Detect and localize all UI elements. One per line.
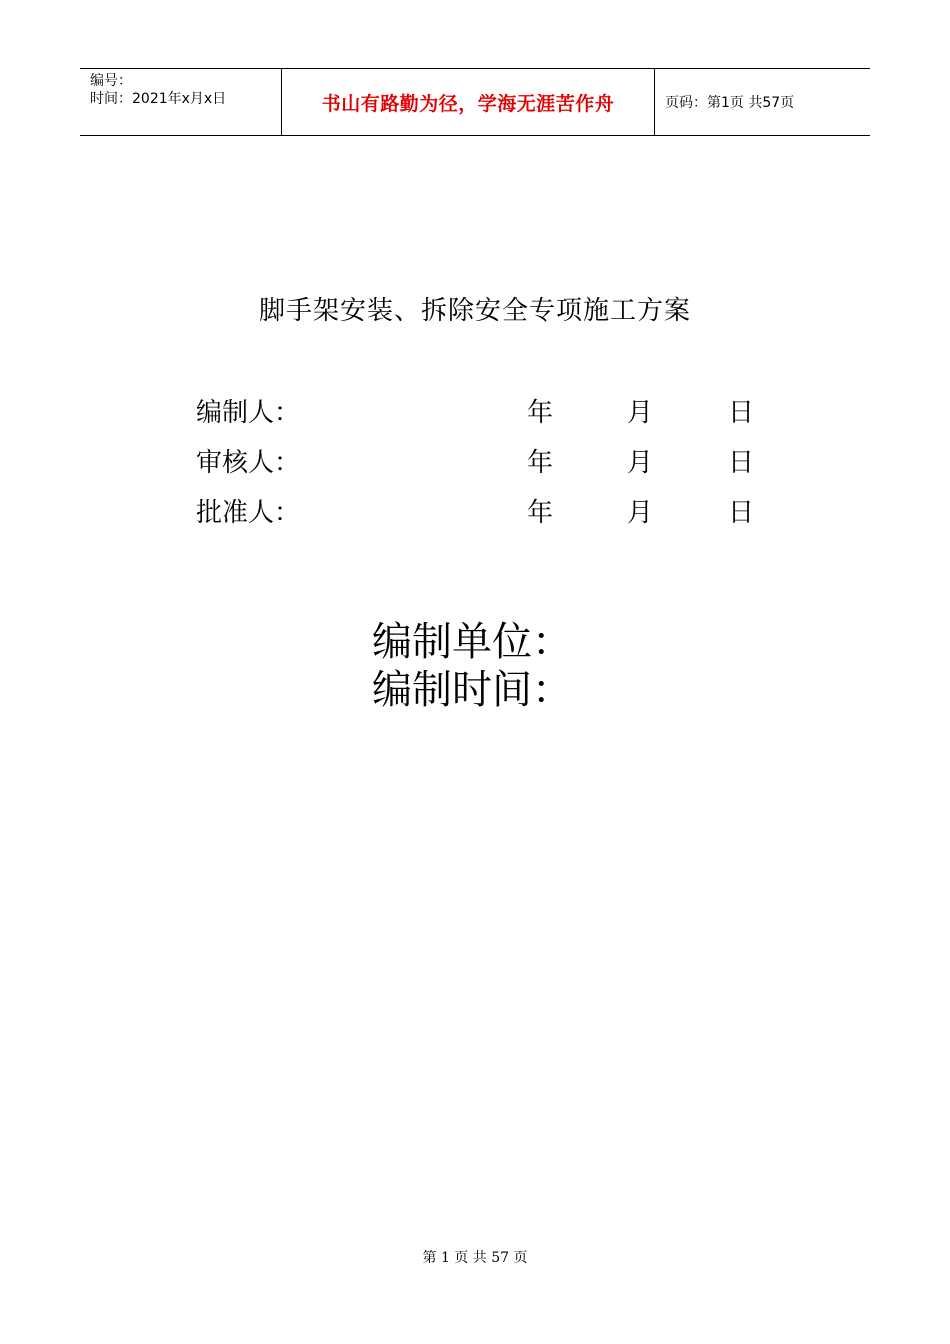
signature-month: 月 <box>627 448 654 478</box>
header-motto: 书山有路勤为径，学海无涯苦作舟 <box>321 92 615 115</box>
compile-time-label: 编制时间： <box>372 667 572 713</box>
signature-row-compiler <box>0 392 950 428</box>
signature-row-reviewer <box>0 442 950 478</box>
signature-day: 日 <box>728 498 755 528</box>
signature-year: 年 <box>527 398 554 428</box>
signature-year: 年 <box>527 498 554 528</box>
document-time-label: 时间：2021年x月x日 <box>90 91 227 107</box>
header-page-info: 页码：第1页 共57页 <box>665 95 795 111</box>
header-table <box>80 68 870 136</box>
document-title: 脚手架安装、拆除安全专项施工方案 <box>258 296 691 326</box>
page-footer: 第 1 页 共 57 页 <box>422 1250 528 1266</box>
signature-row-approver <box>0 492 950 528</box>
signature-month: 月 <box>627 498 654 528</box>
signature-label: 批准人： <box>196 498 301 528</box>
signature-day: 日 <box>728 398 755 428</box>
header-motto-cell <box>281 69 655 135</box>
signature-month: 月 <box>627 398 654 428</box>
signature-label: 审核人： <box>196 448 301 478</box>
header-meta-cell <box>80 69 282 135</box>
compile-unit-label: 编制单位： <box>372 619 572 665</box>
signature-year: 年 <box>527 448 554 478</box>
signature-label: 编制人： <box>196 398 301 428</box>
signature-day: 日 <box>728 448 755 478</box>
document-number-label: 编号： <box>90 73 132 89</box>
header-page-cell <box>655 69 870 135</box>
